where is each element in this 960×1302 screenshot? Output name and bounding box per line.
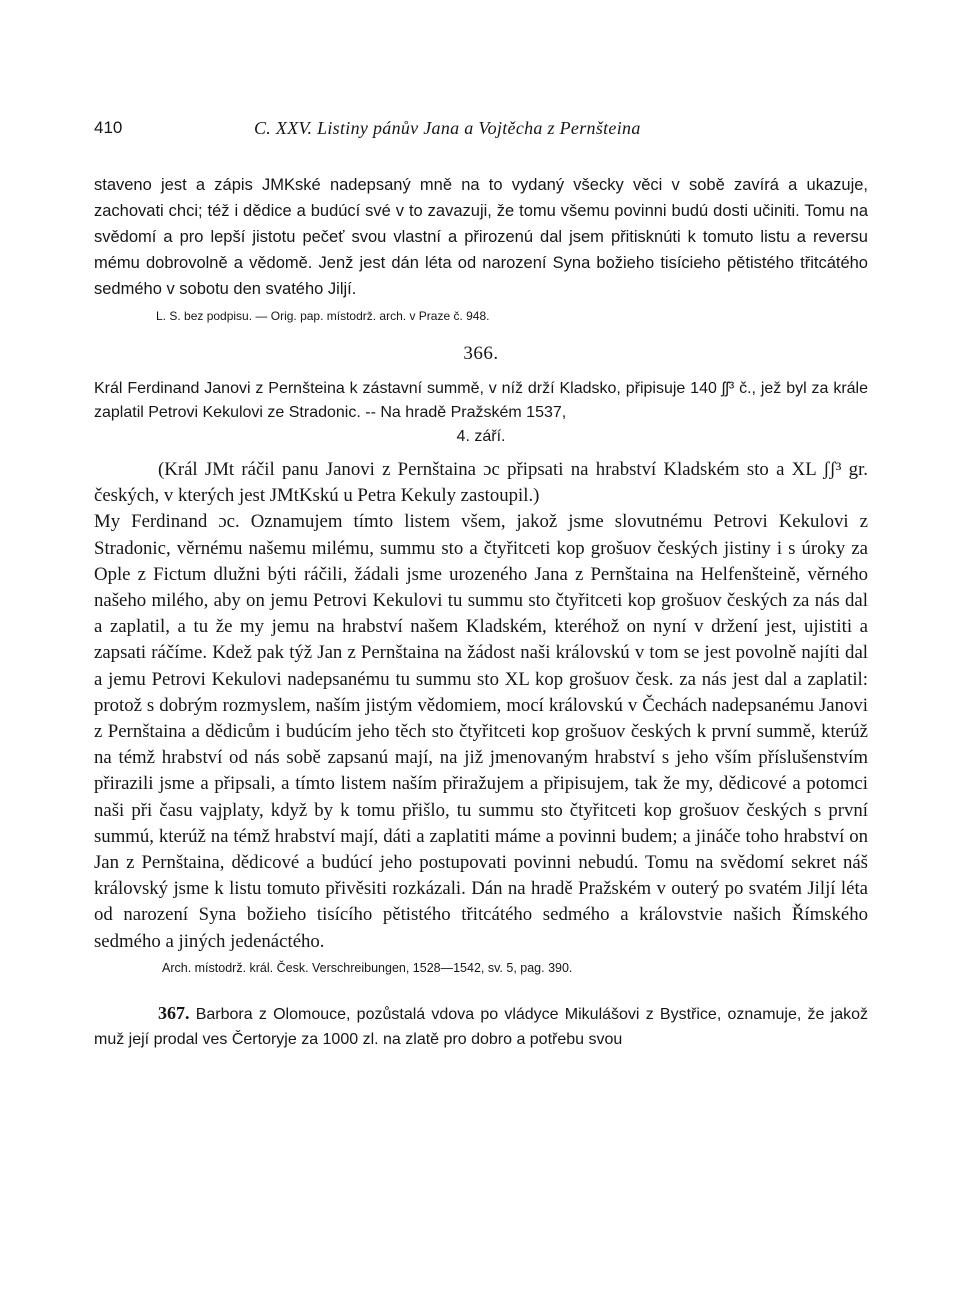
intro-paragraph-block xyxy=(94,172,868,302)
next-entry xyxy=(94,1001,868,1052)
source-note: Arch. místodrž. král. Česk. Verschreibungen, 1528—1542, sv. 5, pag. 390. xyxy=(162,960,573,975)
next-entry-text: Barbora z Olomouce, pozůstalá vdova po vládyce Mikulášovi z Bystřice, oznamuje, že jakož muž její prodal ves Čertoryje za 1000 zl. na zlatě pro dobro a potřebu svou xyxy=(94,1005,869,1048)
page-number: 410 xyxy=(94,118,123,137)
page-header xyxy=(94,118,868,148)
main-heading: (Král JMt ráčil panu Janovi z Pernštaina ɔc připsati na hrabství Kladském sto a XL ʃʃ³ gr. českých, v kterých jest JMtKskú u Petra Kekuly zastoupil.) xyxy=(94,459,868,507)
regest-text: Král Ferdinand Janovi z Pernšteina k zástavní summě, v níž drží Kladsko, připisuje 140 ʃʃ³ č., jež byl za krále zaplatil Petrovi Kekulovi ze Stradonic. -- Na hradě Pražském 1537, xyxy=(94,380,868,421)
document-number: 366. xyxy=(463,343,499,364)
intro-paragraph: staveno jest a zápis JMKské nadepsaný mně na to vydaný všecky věci v sobě zavírá a ukazuje, zachovati chci; též i dědice a budúcí své v to zavazuji, že tomu všemu povinni budú dosti učiniti. Tomu na svědomí a pro lepší jistotu pečeť svou vlastní a přirozenú dal jsem přitisknúti k tomuto listu a reversu mému dobrovolně a vědomě. Jenž jest dán léta od narození Syna božieho tisícieho pětistého třitcátého sedmého v sobotu den svatého Jiljí. xyxy=(94,176,868,298)
main-body: My Ferdinand ɔc. Oznamujem tímto listem všem, jakož jsme slovutnému Petrovi Kekulovi z Stradonic, věrnému našemu milému, summu sto a čtyřitceti kop grošuov českých jistiny i s úroky za Ople z Fictum dlužni býti ráčili, žádali jsme urozeného Jana z Pernštaina na Helfenšteině, věrného našeho milého, aby on jemu Petrovi Kekulovi tu summu sto čtyřitceti kop grošuov českých za nás dal a zaplatil, a tu že my jemu na hrabství našem Kladském, kteréhož on nyní v držení jest, ujistiti a zapsati ráčíme. Kdež pak týž Jan z Pernštaina na žádost naši královskú v tom se jest povolně najíti dal a jemu Petrovi Kekulovi nadepsanému tu summu sto XL kop grošuov česk. za nás jest dal a zaplatil: protož s dobrým rozmyslem, naším jistým vědomiem, mocí královskú v Čechách nadepsanému Janovi z Pernštaina a dědicům i budúcím jeho těch sto čtyřitceti kop grošuov českých k první summě, kterúž na témž hrabství od nás sobě zapsanú mají, na již jmenovaným hrabství s jeho vším příslušenstvím přirazili jsme a připsali, a tímto listem naším přiražujem a připisujem, tak že my, dědicové a potomci naši při času vajplaty, když by k tomu přišlo, tu summu sto čtyřitceti kop grošuov českých s první summú, kterúž na témž hrabství mají, dáti a zaplatiti máme a povinni budem; a jináče toho hrabství on Jan z Pernštaina, dědicové a budúcí jeho postupovati povinni nebudú. Tomu na svědomí sekret náš královský jsme k listu tomuto přivěsiti rozkázali. Dán na hradě Pražském v outerý po svatém Jiljí léta od narození Syna božieho tisícího pětistého třitcátého sedmého a královstvie našich Římského sedmého a jiných jedenáctého. xyxy=(94,511,868,952)
running-head: C. XXV. Listiny pánův Jana a Vojtěcha z Pernšteina xyxy=(254,118,641,138)
regest-date: 4. září. xyxy=(456,428,506,445)
regest xyxy=(94,377,868,449)
next-entry-number: 367. xyxy=(158,1002,190,1023)
intro-note: L. S. bez podpisu. — Orig. pap. místodrž. arch. v Praze č. 948. xyxy=(156,309,490,323)
main-text xyxy=(94,457,868,955)
